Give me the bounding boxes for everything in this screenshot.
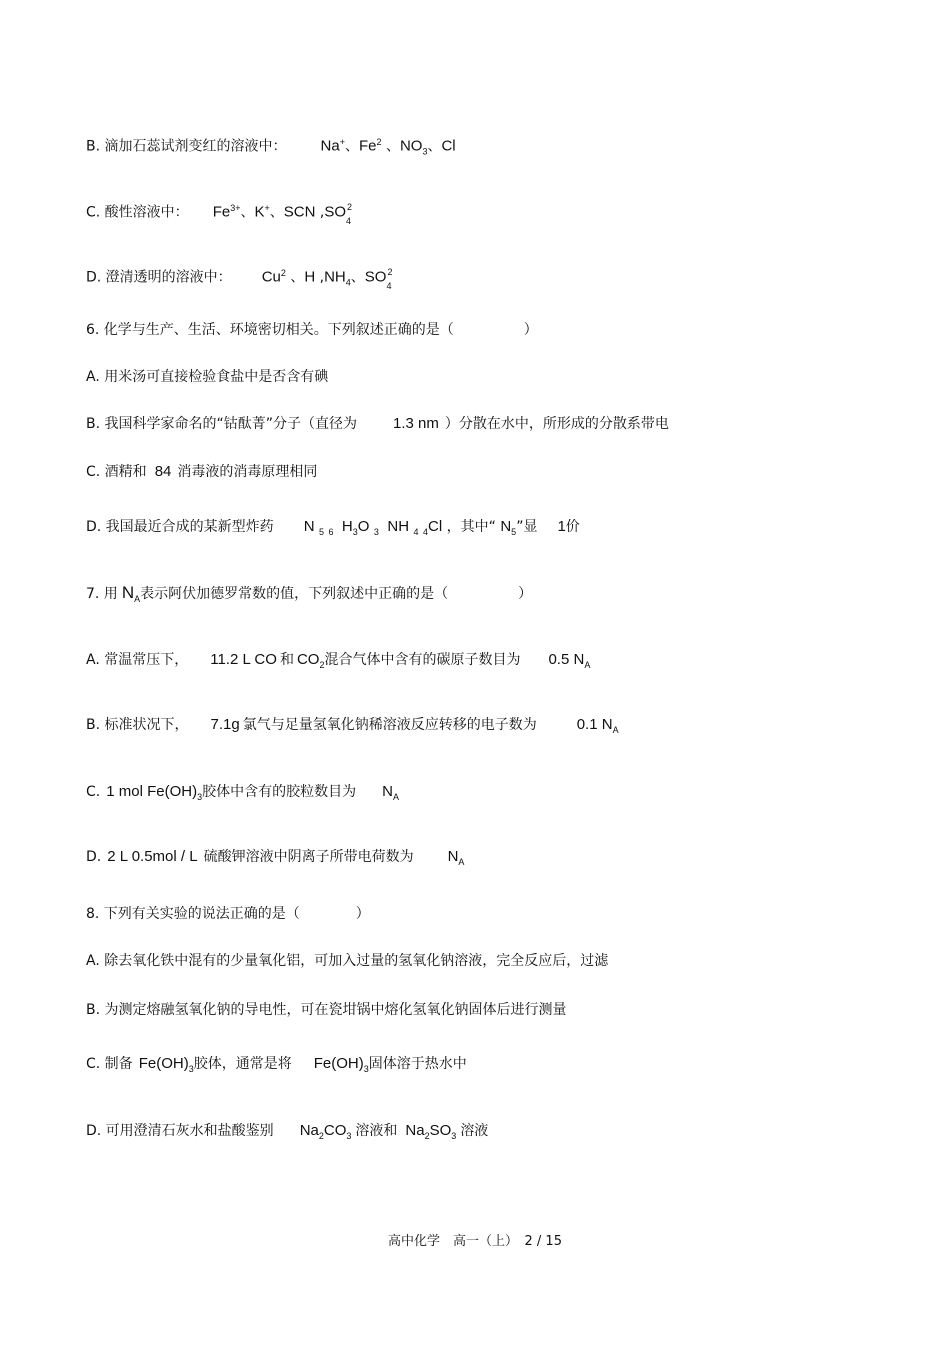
ion: H [304, 268, 316, 286]
option-text: 氯气与足量氢氧化钠稀溶液反应转移的电子数为 [242, 717, 537, 733]
formula-part: SO [429, 1122, 452, 1139]
ion: NO [399, 137, 423, 155]
formula-subscript: 2 [318, 1130, 324, 1141]
formula-subscript: 3 [451, 1130, 457, 1141]
formula-part: NH [387, 518, 410, 535]
value: N [447, 848, 459, 865]
separator: 、 [427, 138, 442, 155]
question-8-option-c [86, 1054, 467, 1079]
option-text: 和 [279, 652, 294, 668]
question-7-option-b [86, 715, 619, 740]
ion: Na [320, 137, 340, 155]
ion: Fe [212, 203, 231, 221]
option-text: C. [86, 784, 101, 800]
formula-part: N [303, 518, 315, 535]
question-8-option-d [86, 1121, 488, 1146]
separator: 、 [344, 138, 359, 155]
option-text: 7. 用 [86, 586, 118, 602]
ion: Cl [441, 137, 456, 155]
option-text: ，其中“ [446, 519, 496, 535]
separator: , [315, 204, 325, 221]
question-6-option-a: A. 用米汤可直接检验食盐中是否含有碘 [86, 369, 329, 385]
question-6-option-d [86, 517, 580, 542]
option-text: 溶液 [460, 1123, 489, 1139]
option-text: B. 标准状况下， [86, 717, 189, 733]
option-text: C. 酒精和 [86, 464, 147, 480]
ion-charge: 2 [280, 268, 286, 278]
formula-part: N [121, 583, 135, 602]
question-7-option-a [86, 650, 590, 675]
option-text: B. 我国科学家命名的“钴酞菁”分子（直径为 [86, 416, 358, 432]
page-footer: 高中化学 高一（上） 2 / 15 [388, 1234, 562, 1249]
option-b-ions [86, 132, 456, 161]
formula-subscript: 5 [318, 526, 324, 537]
formula-part: H [341, 518, 353, 535]
formula-subscript: 3 [188, 1063, 194, 1074]
formula-subscript: 4 [413, 526, 419, 537]
option-text: 胶体中含有的胶粒数目为 [202, 784, 357, 800]
ion: SO [364, 268, 387, 286]
option-text: B. 滴加石蕊试剂变红的溶液中： [86, 138, 287, 155]
ion: K [254, 203, 265, 221]
question-8-stem: 8. 下列有关实验的说法正确的是（ ） [86, 906, 370, 922]
formula-subscript: A [392, 791, 399, 802]
value: 1 [557, 518, 566, 535]
option-text: C. 制备 [86, 1056, 133, 1072]
ion-charge: + [264, 203, 270, 213]
option-text: D. 澄清透明的溶液中： [86, 269, 232, 286]
question-6-stem: 6. 化学与生产、生活、环境密切相关。下列叙述正确的是（ ） [86, 322, 538, 338]
option-c-ions [86, 198, 354, 226]
formula-part: Fe(OH) [138, 1055, 189, 1072]
option-text: 混合气体中含有的碳原子数目为 [324, 652, 521, 668]
ion-charge: 2 [387, 266, 393, 277]
question-6-option-c [86, 462, 317, 482]
ion-charge: 3+ [230, 203, 241, 213]
option-text: D. [86, 849, 102, 865]
ion: NH [324, 268, 346, 286]
separator: 、 [381, 138, 400, 155]
option-text: 消毒液的消毒原理相同 [177, 464, 318, 480]
separator: , [315, 269, 325, 286]
option-text: C. 酸性溶液中： [86, 204, 189, 221]
ion-subscript: 4 [345, 277, 351, 288]
formula-part: Cl [427, 518, 443, 535]
formula-subscript: A [612, 724, 619, 735]
ion: SCN [283, 203, 316, 221]
formula-subscript: 3 [197, 791, 203, 802]
ion-charge: + [339, 137, 345, 147]
ion: Cu [261, 268, 281, 286]
separator: 、 [350, 269, 365, 286]
ion-subscript: 3 [422, 146, 428, 157]
option-text: ”显 [516, 519, 538, 535]
ion-subscript: 4 [386, 280, 392, 291]
formula-part: N [500, 518, 512, 535]
formula-subscript: 5 [511, 526, 517, 537]
option-text: 表示阿伏加德罗常数的值，下列叙述中正确的是（ ） [140, 586, 533, 602]
option-text: 固体溶于热水中 [368, 1056, 467, 1072]
formula-subscript: 6 [328, 526, 334, 537]
value: 0.1 N [576, 716, 613, 733]
question-7-option-d [86, 847, 464, 872]
ion-charge: 2 [376, 137, 382, 147]
ion-charge-stack [386, 266, 394, 291]
value: 2 L 0.5mol / L [107, 848, 198, 865]
formula-part: O [357, 518, 370, 535]
option-text: ）分散在水中，所形成的分散系带电 [444, 416, 669, 432]
ion-subscript: 4 [346, 215, 352, 226]
formula-subscript: A [584, 659, 591, 670]
formula-part: Na [405, 1122, 425, 1139]
formula-part: CO [296, 651, 320, 668]
option-text: 溶液和 [355, 1123, 398, 1139]
option-text: 胶体，通常是将 [193, 1056, 292, 1072]
formula-subscript: A [134, 593, 141, 604]
formula-part: Na [299, 1122, 319, 1139]
value: N [382, 783, 393, 800]
value: 7.1g [210, 716, 240, 733]
option-text: D. 可用澄清石灰水和盐酸鉴别 [86, 1123, 274, 1139]
option-text: A. 常温常压下， [86, 652, 189, 668]
question-6-option-b [86, 414, 669, 434]
ion: Fe [358, 137, 377, 155]
option-d-ions [86, 263, 394, 292]
separator: 、 [285, 269, 305, 286]
value: 11.2 L CO [210, 651, 277, 668]
formula-subscript: 3 [373, 526, 379, 537]
formula-subscript: 3 [352, 526, 358, 537]
value: 84 [154, 463, 172, 480]
value: 0.5 N [548, 651, 585, 668]
formula-part: Fe(OH) [313, 1055, 364, 1072]
formula-subscript: 2 [424, 1130, 430, 1141]
value: 1 mol Fe(OH) [106, 783, 198, 800]
option-text: 硫酸钾溶液中阴离子所带电荷数为 [203, 849, 414, 865]
value: 1.3 nm [393, 415, 439, 432]
separator: 、 [240, 204, 255, 221]
ion-charge: 2 [347, 201, 353, 212]
formula-subscript: 3 [363, 1063, 369, 1074]
formula-part: CO [323, 1122, 347, 1139]
formula-subscript: 4 [422, 526, 428, 537]
question-8-option-a: A. 除去氧化铁中混有的少量氧化铝，可加入过量的氢氧化钠溶液，完全反应后，过滤 [86, 953, 609, 969]
question-7-stem [86, 583, 532, 609]
separator: 、 [269, 204, 284, 221]
ion-charge-stack [346, 201, 354, 226]
option-text: D. 我国最近合成的某新型炸药 [86, 519, 274, 535]
question-7-option-c [86, 782, 399, 807]
option-text: 价 [565, 519, 580, 535]
ion: SO [324, 203, 347, 221]
question-8-option-b: B. 为测定熔融氢氧化钠的导电性，可在瓷坩锅中熔化氢氧化钠固体后进行测量 [86, 1002, 567, 1018]
formula-subscript: 3 [346, 1130, 352, 1141]
formula-subscript: A [458, 856, 465, 867]
formula-subscript: 2 [319, 659, 325, 670]
